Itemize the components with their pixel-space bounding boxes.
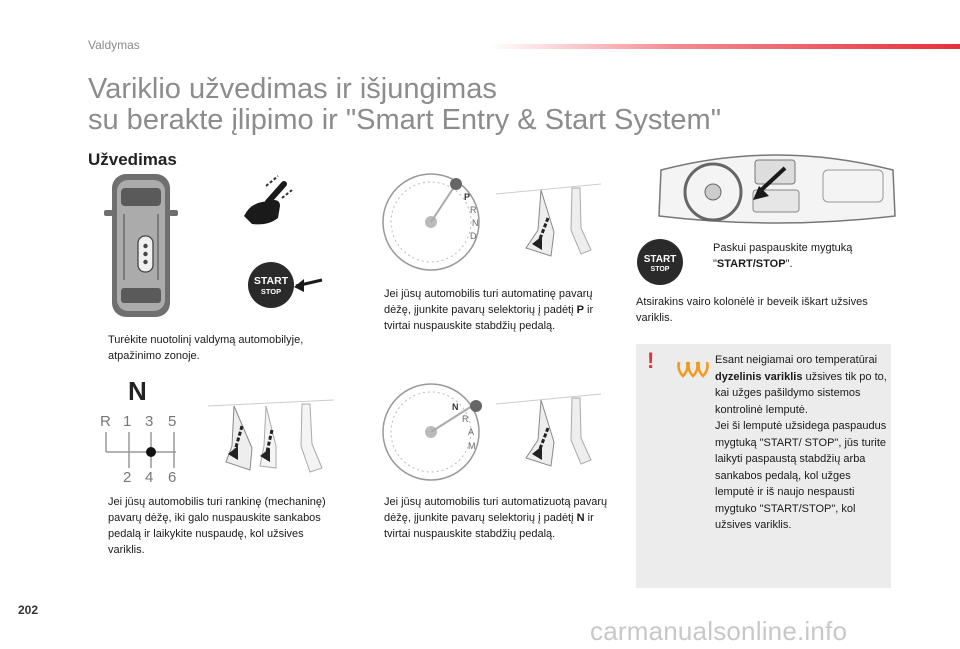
step-manual-text: Jei jūsų automobilis turi rankinę (mechaninę) pavarų dėžę, iki galo nuspauskite sankabos pedalą ir laikykite nuspaudę, kol užsives variklis. xyxy=(108,496,326,556)
step-press-start-text-a: Paskui paspauskite mygtuką " xyxy=(713,242,853,270)
manual-gear-pattern-illustration xyxy=(98,378,188,486)
gear-label-p: P xyxy=(464,192,471,202)
gear-label-3: 3 xyxy=(145,413,154,430)
gear-label-neutral: N xyxy=(128,378,147,406)
start-label: START xyxy=(253,275,289,287)
step-automatic-text-a: Jei jūsų automobilis turi automatinę pavarų dėžę, įjunkite pavarų selektorių į padėtį xyxy=(384,288,593,316)
section-subtitle: Užvedimas xyxy=(88,150,177,169)
step-automatic-text-b: ir tvirtai nuspauskite stabdžių pedalą. xyxy=(384,304,594,332)
warning-bold: dyzelinis variklis xyxy=(715,370,803,383)
step-automatic xyxy=(384,286,619,334)
gear-label-4: 4 xyxy=(145,469,154,486)
automatic-gear-illustration xyxy=(376,170,606,280)
gear-label-6: 6 xyxy=(168,469,177,486)
gear-label-a-semi: A xyxy=(468,427,475,437)
warning-intro: Esant neigiamai oro temperatūrai xyxy=(715,354,878,366)
warning-text xyxy=(715,352,887,534)
gear-label-d: D xyxy=(470,231,477,241)
page-title-line1: Variklio užvedimas ir išjungimas xyxy=(88,73,497,105)
gear-label-m-semi: M xyxy=(468,441,476,451)
gear-label-r: R xyxy=(470,205,477,215)
start-stop-small-icon xyxy=(636,238,684,286)
page-title-line2: su berakte įlipimo ir "Smart Entry & Start System" xyxy=(88,104,721,136)
remote-key-icon xyxy=(138,236,153,272)
header-accent-bar xyxy=(490,44,960,49)
step-press-start-text-b: ". xyxy=(785,258,793,270)
hand-pressing-icon xyxy=(238,172,298,232)
step-remote-text: Turėkite nuotolinį valdymą automobilyje, atpažinimo zonoje. xyxy=(108,334,304,362)
step-automatic-gear: P xyxy=(576,304,584,316)
gear-label-1: 1 xyxy=(123,413,132,430)
column-unlock-note: Atsirakins vairo kolonėlė ir beveik iškart užsives variklis. xyxy=(636,296,868,324)
warning-rest2: Jei ši lemputė užsidega paspaudus mygtuką "START/ STOP", jūs turite laikyti paspaustą stabdžių arba sankabos pedalą, kol užges lemputė ir iš naujo nespausti mygtuko "START/STOP", kol užsives variklis. xyxy=(715,420,887,531)
warning-icon: ! xyxy=(647,348,655,373)
watermark: carmanualsonline.info xyxy=(590,616,848,646)
step-semi-automatic xyxy=(384,494,619,542)
step-press-start xyxy=(713,240,883,272)
gear-label-2: 2 xyxy=(123,469,132,486)
step-semi-text-b: ir tvirtai nuspauskite stabdžių pedalą. xyxy=(384,512,594,540)
glow-plug-icon xyxy=(676,358,710,380)
start-stop-button-icon xyxy=(246,260,326,310)
stop-label: STOP xyxy=(260,287,282,296)
car-top-view-illustration xyxy=(100,170,200,325)
gear-label-n: N xyxy=(472,218,479,228)
dashboard-illustration xyxy=(655,146,899,232)
start-label-small: START xyxy=(643,254,677,265)
gear-label-n-semi: N xyxy=(452,402,459,412)
semi-automatic-gear-illustration xyxy=(376,380,606,490)
gear-label-r-semi: R xyxy=(462,414,469,424)
step-press-start-button: START/STOP xyxy=(716,258,786,270)
step-semi-gear: N xyxy=(576,512,585,524)
step-manual xyxy=(108,494,338,558)
page-title xyxy=(88,74,721,136)
gear-label-5: 5 xyxy=(168,413,177,430)
gear-label-r-manual: R xyxy=(100,413,111,430)
section-label: Valdymas xyxy=(88,38,140,52)
page-number: 202 xyxy=(18,603,39,617)
step-remote xyxy=(108,332,333,364)
warning-rest1: užsives tik po to, kai užges pašildymo sistemos kontrolinė lemputė. xyxy=(715,370,887,416)
step-semi-text-a: Jei jūsų automobilis turi automatizuotą pavarų dėžę, įjunkite pavarų selektorių į padėtį xyxy=(384,496,608,524)
stop-label-small: STOP xyxy=(650,266,670,273)
manual-pedals-illustration xyxy=(206,396,336,480)
